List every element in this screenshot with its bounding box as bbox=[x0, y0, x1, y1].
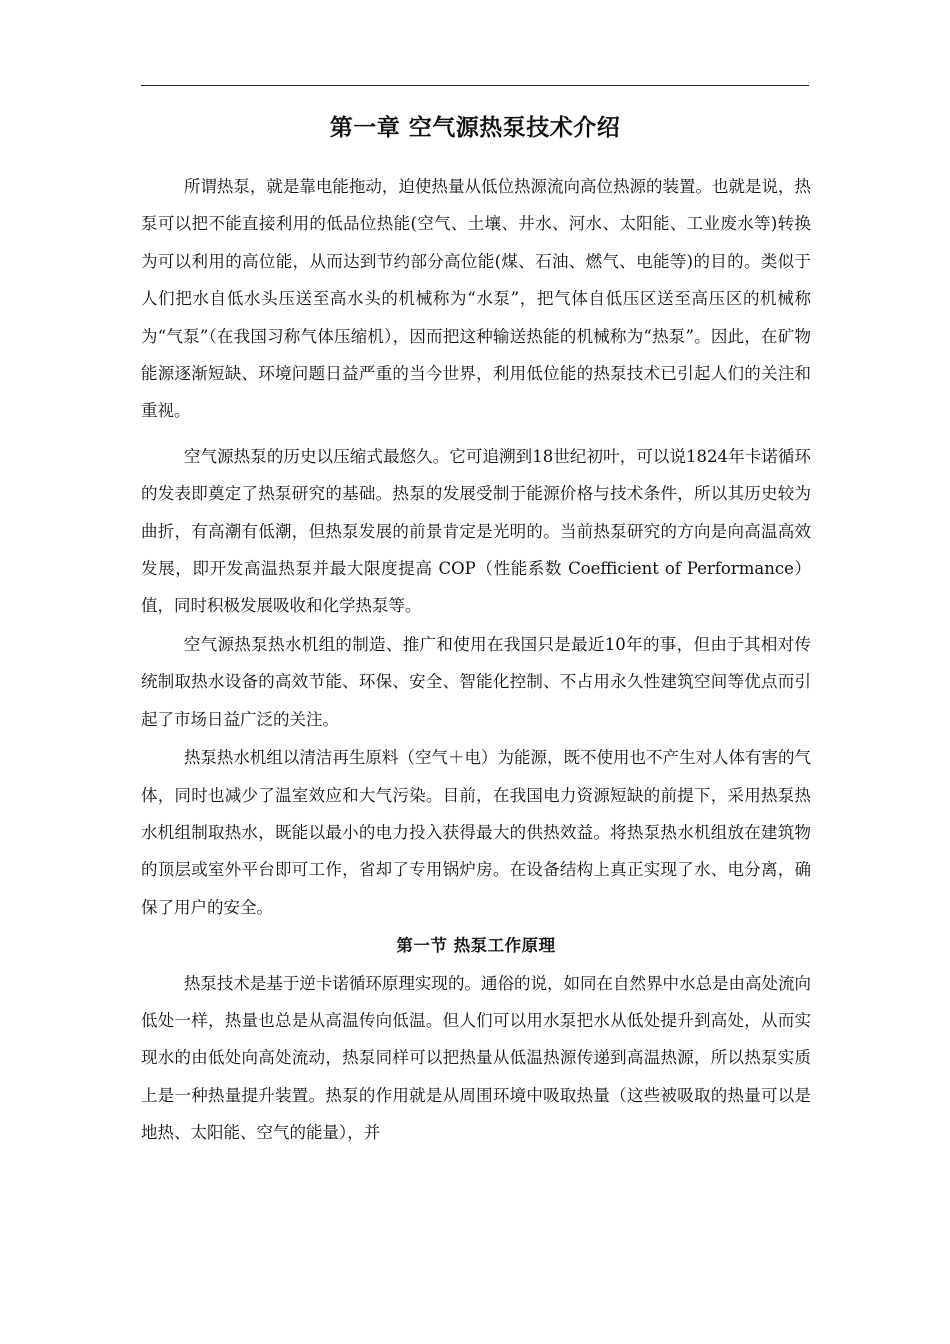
body-text bbox=[141, 168, 811, 1153]
paragraph-market-adoption: 空气源热泵热水机组的制造、推广和使用在我国只是最近10年的事，但由于其相对传统制取热水设备的高效节能、环保、安全、智能化控制、不占用永久性建筑空间等优点而引起了市场日益广泛的关注。 bbox=[141, 634, 811, 729]
header-rule bbox=[141, 85, 809, 86]
paragraph-working-principle: 热泵技术是基于逆卡诺循环原理实现的。通俗的说，如同在自然界中水总是由高处流向低处一样，热量也总是从高温传向低温。但人们可以用水泵把水从低处提升到高处，从而实现水的由低处向高处流动，热泵同样可以把热量从低温热源传递到高温热源，所以热泵实质上是一种热量提升装置。热泵的作用就是从周围环境中吸取热量（这些被吸取的热量可以是地热、太阳能、空气的能量），并 bbox=[141, 973, 811, 1143]
paragraph-clean-energy: 热泵热水机组以清洁再生原料（空气＋电）为能源，既不使用也不产生对人体有害的气体，同时也减少了温室效应和大气污染。目前，在我国电力资源短缺的前提下，采用热泵热水机组制取热水，既能以最小的电力投入获得最大的供热效益。将热泵热水机组放在建筑物的顶层或室外平台即可工作，省却了专用锅炉房。在设备结构上真正实现了水、电分离，确保了用户的安全。 bbox=[141, 748, 811, 917]
paragraph-heat-pump-definition: 所谓热泵，就是靠电能拖动，迫使热量从低位热源流向高位热源的装置。也就是说，热泵可以把不能直接利用的低品位热能(空气、土壤、井水、河水、太阳能、工业废水等)转换为可以利用的高位能，从而达到节约部分高位能(煤、石油、燃气、电能等)的目的。类似于人们把水自低水头压送至高水头的机械称为“水泵”，把气体自低压区送至高压区的机械称为“气泵”（在我国习称气体压缩机），因而把这种输送热能的机械称为“热泵”。因此，在矿物能源逐渐短缺、环境问题日益严重的当今世界，利用低位能的热泵技术已引起人们的关注和重视。 bbox=[141, 177, 811, 421]
paragraph-heat-pump-history: 空气源热泵的历史以压缩式最悠久。它可追溯到18世纪初叶，可以说1824年卡诺循环的发表即奠定了热泵研究的基础。热泵的发展受制于能源价格与技术条件，所以其历史较为曲折，有高潮有低潮，但热泵发展的前景肯定是光明的。当前热泵研究的方向是向高温高效发展，即开发高温热泵并最大限度提高 COP（性能系数 Coefficient of Performance）值，同时积极发展吸收和化学热泵等。 bbox=[141, 446, 811, 616]
section-heading: 第一节 热泵工作原理 bbox=[396, 936, 556, 956]
chapter-title: 第一章 空气源热泵技术介绍 bbox=[329, 115, 621, 141]
